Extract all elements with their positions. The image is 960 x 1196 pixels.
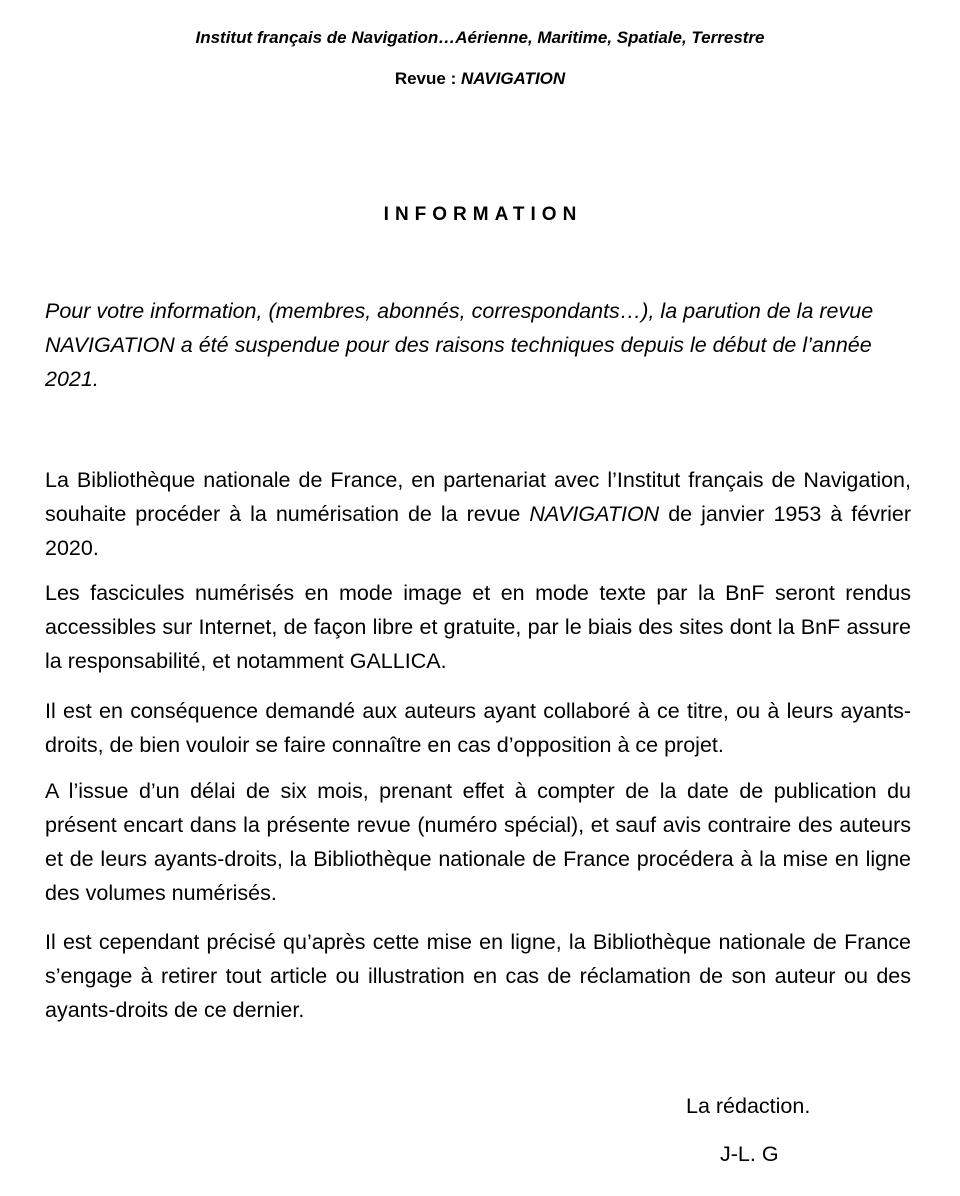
paragraph-withdrawal: Il est cependant précisé qu’après cette mise en ligne, la Bibliothèque nationale de France s’engage à retirer tout article ou illustration en cas de réclamation de son auteur ou des ayants-droits de ce dernier. <box>45 930 911 1022</box>
intro-paragraph: Pour votre information, (membres, abonnés, correspondants…), la parution de la revue NAVIGATION a été suspendue pour des raisons techniques depuis le début de l’année 2021. <box>45 299 874 391</box>
paragraph-digitization <box>45 463 911 565</box>
paragraph-digitization-part2: de janvier 1953 à février 2020. <box>45 502 912 560</box>
paragraph-authors-request: Il est en conséquence demandé aux auteurs ayant collaboré à ce titre, ou à leurs ayants-droits, de bien vouloir se faire connaître en cas d’opposition à ce projet. <box>45 699 911 757</box>
signature-initials: J-L. G <box>720 1142 779 1166</box>
paragraph-access: Les fascicules numérisés en mode image et en mode texte par la BnF seront rendus accessibles sur Internet, de façon libre et gratuite, par le biais des sites dont la BnF assure la responsabilité, et notamment GALLICA. <box>45 581 911 673</box>
paragraph-digitization-part1: La Bibliothèque nationale de France, en partenariat avec l’Institut français de Navigation, souhaite procéder à la numérisation de la revue <box>45 468 911 526</box>
paragraph-delay: A l’issue d’un délai de six mois, prenant effet à compter de la date de publication du présent encart dans la présente revue (numéro spécial), et sauf avis contraire des auteurs et de leurs ayants-droits, la Bibliothèque nationale de France procédera à la mise en ligne des volumes numérisés. <box>45 779 911 905</box>
revue-label: Revue : <box>394 69 461 88</box>
revue-header <box>0 68 960 90</box>
revue-name: NAVIGATION <box>460 69 566 88</box>
signature-redaction: La rédaction. <box>686 1094 811 1118</box>
journal-name-inline: NAVIGATION <box>529 502 660 526</box>
organization-header: Institut français de Navigation…Aérienne, Maritime, Spatiale, Terrestre <box>195 28 765 47</box>
page-title: INFORMATION <box>383 204 583 225</box>
